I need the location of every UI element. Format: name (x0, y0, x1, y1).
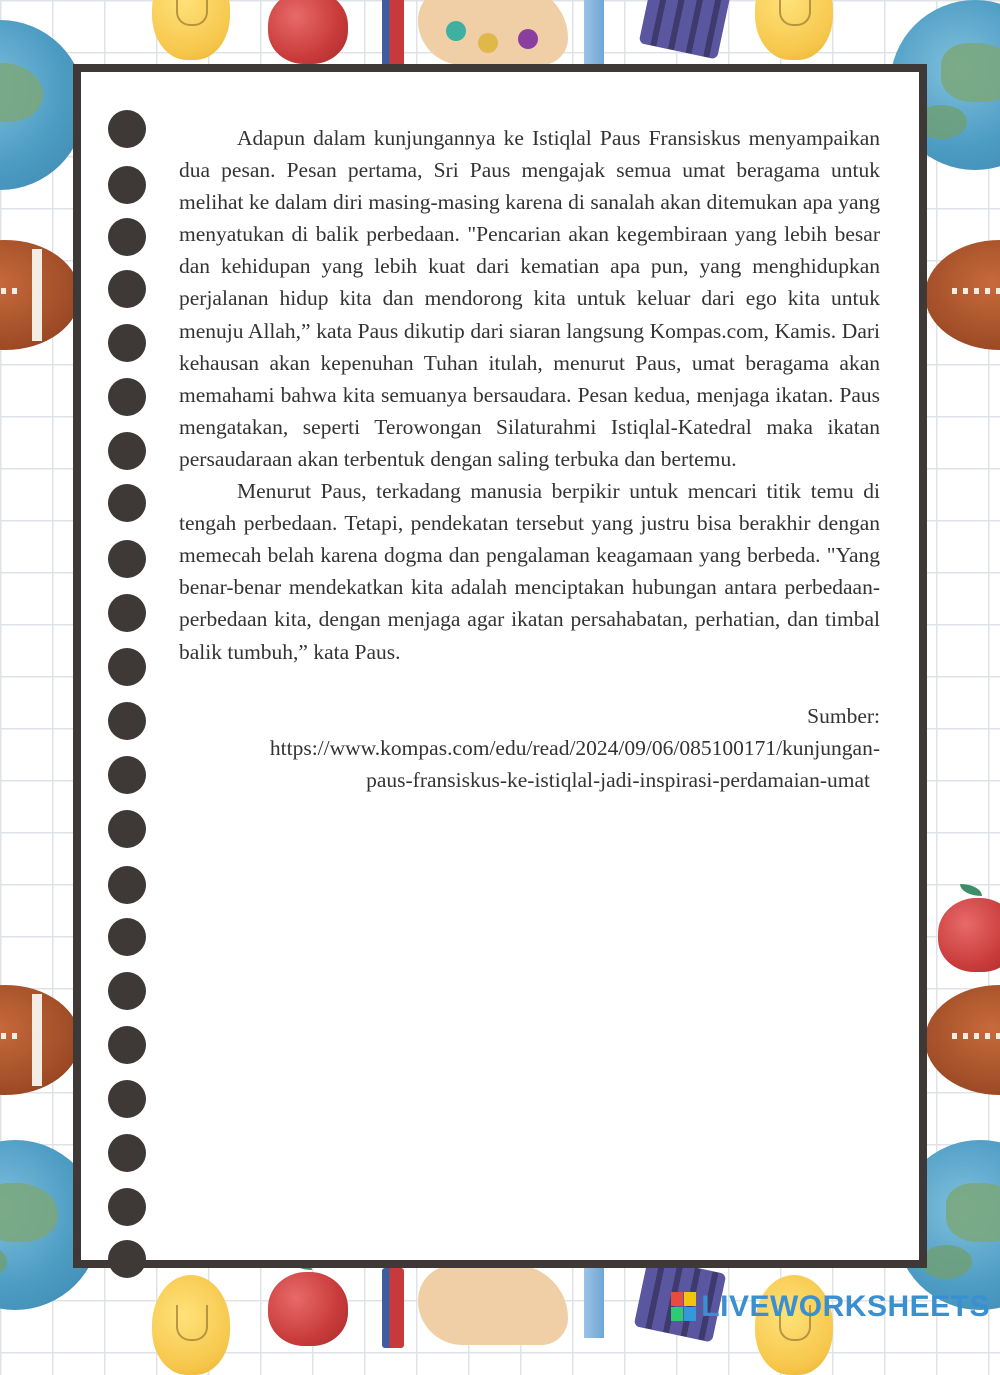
binder-hole (108, 540, 146, 578)
binder-hole (108, 972, 146, 1010)
ruler-illustration (584, 0, 604, 70)
paragraph-1: Adapun dalam kunjungannya ke Istiqlal Paus Fransiskus menyampaikan dua pesan. Pesan pertama, Sri Paus mengajak semua umat beragama untuk melihat ke dalam diri masing-masing karena di sanalah akan ditemukan apa yang menyatukan di balik perbedaan. "Pencarian akan kegembiraan yang lebih besar dan kehidupan yang lebih kuat dari kematian apa pun, yang menghidupkan perjalanan hidup kita dan mendorong kita untuk keluar dari ego kita untuk menuju Allah,” kata Paus dikutip dari siaran langsung Kompas.com, Kamis. Dari kehausan akan kepenuhan Tuhan itulah, menurut Paus, umat beragama akan memahami bahwa kita semuanya bersaudara. Pesan kedua, menjaga ikatan. Paus mengatakan, seperti Terowongan Silaturahmi Istiqlal-Katedral maka ikatan persaudaraan akan terbentuk dengan saling terbuka dan bertemu. (179, 126, 880, 471)
apple-illustration (938, 898, 1000, 972)
brand-name: LIVEWORKSHEETS (701, 1290, 990, 1323)
liveworksheets-brand[interactable] (671, 1289, 990, 1325)
binder-hole (108, 918, 146, 956)
binder-hole (108, 1188, 146, 1226)
binder-hole (108, 270, 146, 308)
source-url-line-2: paus-fransiskus-ke-istiqlal-jadi-inspirasi-perdamaian-umat (366, 767, 870, 792)
binder-hole (108, 866, 146, 904)
paint-palette-illustration (418, 1265, 568, 1345)
binder-hole (108, 1240, 146, 1278)
binder-hole (108, 756, 146, 794)
binder-hole (108, 378, 146, 416)
binder-hole (108, 702, 146, 740)
pencil-illustration (382, 0, 404, 70)
binder-hole (108, 110, 146, 148)
paint-palette-illustration (418, 0, 568, 65)
football-illustration (925, 240, 1000, 350)
ruler-illustration (584, 1268, 604, 1338)
binder-hole (108, 166, 146, 204)
binder-hole (108, 1134, 146, 1172)
source-citation (179, 700, 880, 796)
binder-holes (108, 110, 146, 1250)
liveworksheets-logo-icon (671, 1292, 697, 1322)
paint-dot (478, 33, 498, 53)
apple-illustration (268, 0, 348, 64)
calculator-illustration (639, 0, 732, 60)
football-illustration (0, 240, 80, 350)
source-label: Sumber: (807, 703, 880, 728)
paint-dot (446, 21, 466, 41)
pencil-illustration (382, 1268, 404, 1348)
apple-illustration (268, 1272, 348, 1346)
binder-hole (108, 218, 146, 256)
binder-hole (108, 648, 146, 686)
binder-hole (108, 810, 146, 848)
paragraph-2: Menurut Paus, terkadang manusia berpikir untuk mencari titik temu di tengah perbedaan. Tetapi, pendekatan tersebut yang justru bisa berakhir dengan memecah belah karena dogma dan pengalaman keagamaan yang berbeda. "Yang benar-benar mendekatkan kita adalah menciptakan hubungan antara perbedaan-perbedaan kita, dengan menjaga agar ikatan persahabatan, perhatian, dan timbal balik tumbuh,” kata Paus. (179, 479, 880, 664)
paint-dot (518, 29, 538, 49)
notebook-card (73, 64, 927, 1268)
lightbulb-illustration (152, 1275, 230, 1375)
football-illustration (0, 985, 80, 1095)
lightbulb-illustration (152, 0, 230, 60)
binder-hole (108, 484, 146, 522)
lightbulb-illustration (755, 0, 833, 60)
article-text (179, 122, 880, 796)
binder-hole (108, 432, 146, 470)
football-illustration (925, 985, 1000, 1095)
binder-hole (108, 594, 146, 632)
binder-hole (108, 1026, 146, 1064)
source-url-line-1: https://www.kompas.com/edu/read/2024/09/06/085100171/kunjungan- (269, 735, 880, 760)
binder-hole (108, 324, 146, 362)
binder-hole (108, 1080, 146, 1118)
